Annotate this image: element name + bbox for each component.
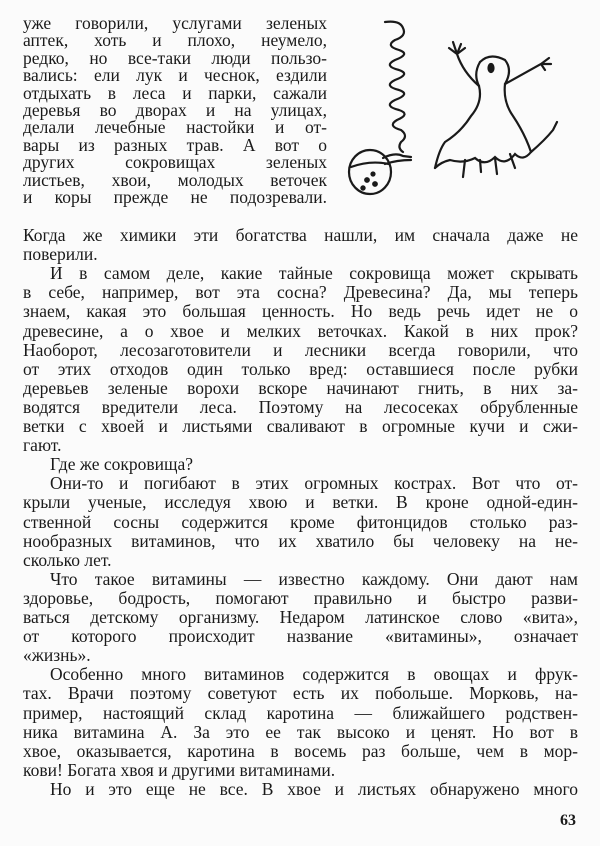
text-line: гают. xyxy=(23,435,62,456)
text-line: отдыхать в леса и парки, сажали xyxy=(23,82,327,103)
text-line: Они-то и погибают в этих огромных кострах. Вот что от- xyxy=(50,473,578,494)
text-line: ветки с хвоей и листьями сваливают в огромные кучи и сжи- xyxy=(23,416,578,436)
text-line: знаем, какая это большая ценность. Но ведь речь идет не о xyxy=(23,301,578,322)
text-line: делали лечебные настойки и от- xyxy=(23,117,327,138)
text-line: ваться детскому организму. Недаром латинское слово «вита», xyxy=(23,607,578,627)
text-line: поверили. xyxy=(23,244,98,265)
text-line: кови! Богата хвоя и другими витаминами. xyxy=(23,759,336,780)
text-line: водятся вредители леса. Поэтому на лесосеках обрубленные xyxy=(23,396,578,417)
text-line: в себе, например, вот эта сосна? Древесина? Да, мы теперь xyxy=(23,282,578,303)
text-line: тах. Врачи поэтому советуют есть их побольше. Морковь, на- xyxy=(23,683,578,704)
page-number: 63 xyxy=(560,812,576,829)
text-line: И в самом деле, какие тайные сокровища может скрывать xyxy=(50,263,578,284)
text-line: ника витамина А. За это ее так высоко и ценят. Но вот в xyxy=(23,721,578,742)
text-line: от которого происходит название «витамины», означает xyxy=(23,626,578,647)
text-line: уже говорили, услугами зеленых xyxy=(23,13,327,33)
text-line: здоровье, бодрость, помогают правильно и быстро разви- xyxy=(23,587,578,608)
text-line: вались: ели лук и чеснок, ездили xyxy=(23,65,327,86)
text-line: ственной сосны содержится кроме фитонцидов столько раз- xyxy=(23,511,578,532)
text-line: деревьев зеленые ворохи вскоре начинают гнить, в них за- xyxy=(23,377,578,398)
text-line: «жизнь». xyxy=(23,645,91,666)
text-line: древесине, а о хвое и мелких веточках. Какой в них прок? xyxy=(23,320,578,341)
text-line: вары из разных трав. А вот о xyxy=(23,134,327,155)
text-line: листьев, хвои, молодых веточек xyxy=(23,169,327,190)
text-line: Когда же химики эти богатства нашли, им сначала даже не xyxy=(23,225,578,245)
text-line: Что такое витамины — известно каждому. Они дают нам xyxy=(50,568,578,589)
text-line: Особенно много витаминов содержится в овощах и фрук- xyxy=(50,664,578,685)
flask-and-spirit-illustration xyxy=(345,12,577,197)
text-line: нообразных витаминов, что их хватило бы человеку на не- xyxy=(23,530,578,551)
text-line: от этих отходов один только вред: оставшиеся после рубки xyxy=(23,358,578,379)
text-line: крыли ученые, исследуя хвою и ветки. В кроне одной-един- xyxy=(23,492,578,513)
text-line: Но и это еще не все. В хвое и листьях обнаружено много xyxy=(50,778,578,799)
text-line: сколько лет. xyxy=(23,549,112,570)
text-line: деревья во дворах и на улицах, xyxy=(23,100,327,120)
text-line: Наоборот, лесозаготовители и лесники всегда говорили, что xyxy=(23,339,578,360)
text-line: редко, но все-таки люди пользо- xyxy=(23,47,327,68)
text-line: Где же сокровища? xyxy=(50,454,194,475)
text-line: других сокровищах зеленых xyxy=(23,152,327,173)
text-line: аптек, хоть и плохо, неумело, xyxy=(23,30,327,51)
text-line: пример, настоящий склад каротина — ближайшего родствен- xyxy=(23,702,578,723)
text-line: хвое, оказывается, каротина в восемь раз больше, чем в мор- xyxy=(23,740,578,761)
text-line: и коры прежде не подозревали. xyxy=(23,187,327,207)
